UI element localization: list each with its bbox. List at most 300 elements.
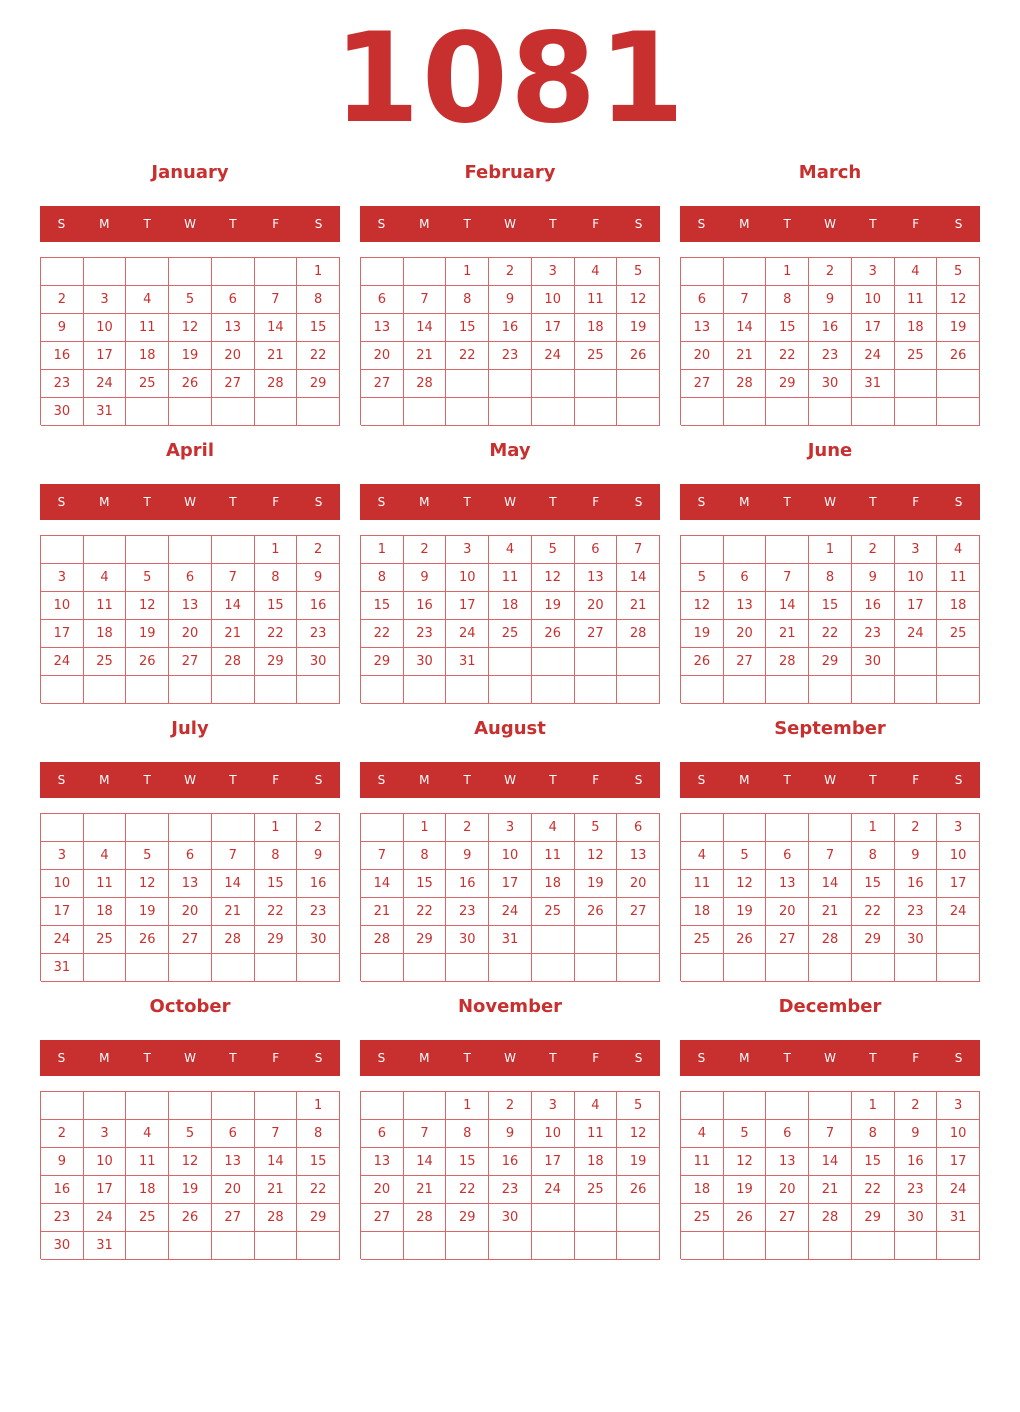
day-cell: 10 <box>84 314 127 342</box>
weekday-label: F <box>272 495 280 509</box>
weekday-label: S <box>954 773 963 787</box>
empty-day-cell <box>852 1232 895 1260</box>
day-cell: 8 <box>404 842 447 870</box>
day-cell: 28 <box>809 1204 852 1232</box>
month-name: October <box>149 996 231 1017</box>
day-cell: 4 <box>681 842 724 870</box>
day-cell: 28 <box>404 370 447 398</box>
day-cell: 14 <box>361 870 404 898</box>
day-cell: 14 <box>212 592 255 620</box>
weekday-label: M <box>419 773 430 787</box>
day-cell: 27 <box>766 1204 809 1232</box>
weekday-label: T <box>143 217 151 231</box>
day-cell: 24 <box>532 342 575 370</box>
day-cell: 23 <box>41 370 84 398</box>
day-cell: 11 <box>126 314 169 342</box>
weekday-label: T <box>869 773 877 787</box>
day-cell: 18 <box>937 592 980 620</box>
day-cell: 7 <box>404 1120 447 1148</box>
day-cell: 18 <box>84 620 127 648</box>
empty-day-cell <box>255 398 298 426</box>
day-grid <box>680 535 980 703</box>
day-cell: 28 <box>255 370 298 398</box>
empty-day-cell <box>724 536 767 564</box>
day-cell: 20 <box>681 342 724 370</box>
day-cell: 21 <box>404 1176 447 1204</box>
day-cell: 21 <box>809 1176 852 1204</box>
day-cell: 28 <box>724 370 767 398</box>
day-cell: 26 <box>126 648 169 676</box>
weekday-label: W <box>824 773 836 787</box>
day-cell: 31 <box>41 954 84 982</box>
day-cell: 9 <box>895 842 938 870</box>
day-cell: 1 <box>361 536 404 564</box>
day-cell: 21 <box>724 342 767 370</box>
empty-day-cell <box>575 398 618 426</box>
weekday-label: T <box>463 1051 471 1065</box>
day-cell: 12 <box>724 1148 767 1176</box>
month-october <box>40 994 340 1260</box>
empty-day-cell <box>446 676 489 704</box>
day-cell: 10 <box>937 842 980 870</box>
empty-day-cell <box>169 814 212 842</box>
weekday-label: S <box>377 217 386 231</box>
day-cell: 23 <box>404 620 447 648</box>
empty-day-cell <box>169 1232 212 1260</box>
day-cell: 2 <box>297 536 340 564</box>
day-cell: 26 <box>617 1176 660 1204</box>
weekday-label: M <box>739 773 750 787</box>
empty-day-cell <box>532 370 575 398</box>
day-grid <box>360 257 660 425</box>
empty-day-cell <box>169 258 212 286</box>
day-cell: 2 <box>41 1120 84 1148</box>
day-cell: 1 <box>852 1092 895 1120</box>
day-cell: 24 <box>84 370 127 398</box>
day-cell: 14 <box>404 1148 447 1176</box>
day-cell: 30 <box>297 926 340 954</box>
day-cell: 16 <box>41 342 84 370</box>
day-cell: 2 <box>489 258 532 286</box>
empty-day-cell <box>575 1204 618 1232</box>
day-cell: 26 <box>169 370 212 398</box>
empty-day-cell <box>489 954 532 982</box>
day-cell: 27 <box>575 620 618 648</box>
empty-day-cell <box>724 398 767 426</box>
weekday-label: S <box>57 773 66 787</box>
weekday-label: M <box>99 217 110 231</box>
day-cell: 16 <box>446 870 489 898</box>
empty-day-cell <box>766 1092 809 1120</box>
day-cell: 26 <box>126 926 169 954</box>
day-cell: 23 <box>489 342 532 370</box>
empty-day-cell <box>895 954 938 982</box>
day-cell: 22 <box>809 620 852 648</box>
day-cell: 19 <box>575 870 618 898</box>
day-cell: 31 <box>489 926 532 954</box>
weekday-label: M <box>99 1051 110 1065</box>
weekday-label: S <box>634 217 643 231</box>
day-cell: 18 <box>489 592 532 620</box>
day-cell: 4 <box>489 536 532 564</box>
day-grid <box>360 535 660 703</box>
weekday-header <box>680 762 980 798</box>
day-cell: 21 <box>404 342 447 370</box>
day-cell: 12 <box>169 1148 212 1176</box>
day-cell: 2 <box>809 258 852 286</box>
day-cell: 12 <box>169 314 212 342</box>
day-cell: 18 <box>126 342 169 370</box>
empty-day-cell <box>937 370 980 398</box>
weekday-label: T <box>783 773 791 787</box>
day-cell: 19 <box>724 1176 767 1204</box>
day-cell: 1 <box>297 1092 340 1120</box>
day-cell: 10 <box>937 1120 980 1148</box>
empty-day-cell <box>575 370 618 398</box>
day-cell: 7 <box>809 1120 852 1148</box>
day-cell: 2 <box>895 814 938 842</box>
day-cell: 26 <box>575 898 618 926</box>
day-cell: 4 <box>575 1092 618 1120</box>
day-cell: 18 <box>895 314 938 342</box>
day-cell: 16 <box>404 592 447 620</box>
empty-day-cell <box>84 258 127 286</box>
day-cell: 10 <box>532 1120 575 1148</box>
day-cell: 23 <box>852 620 895 648</box>
day-cell: 10 <box>446 564 489 592</box>
day-cell: 24 <box>84 1204 127 1232</box>
day-cell: 26 <box>532 620 575 648</box>
empty-day-cell <box>255 954 298 982</box>
day-cell: 29 <box>446 1204 489 1232</box>
day-cell: 13 <box>169 870 212 898</box>
day-cell: 30 <box>489 1204 532 1232</box>
weekday-label: W <box>504 773 516 787</box>
day-cell: 24 <box>852 342 895 370</box>
day-cell: 7 <box>361 842 404 870</box>
day-cell: 30 <box>404 648 447 676</box>
month-name: March <box>798 162 862 183</box>
day-grid <box>40 813 340 981</box>
day-cell: 14 <box>809 1148 852 1176</box>
empty-day-cell <box>617 954 660 982</box>
weekday-label: F <box>272 1051 280 1065</box>
day-cell: 8 <box>297 1120 340 1148</box>
day-cell: 24 <box>895 620 938 648</box>
weekday-label: F <box>592 1051 600 1065</box>
empty-day-cell <box>489 1232 532 1260</box>
weekday-label: F <box>592 217 600 231</box>
day-cell: 31 <box>446 648 489 676</box>
weekday-header <box>40 484 340 520</box>
day-cell: 13 <box>361 1148 404 1176</box>
empty-day-cell <box>766 954 809 982</box>
weekday-label: T <box>143 773 151 787</box>
weekday-label: T <box>549 1051 557 1065</box>
day-cell: 12 <box>126 592 169 620</box>
day-cell: 8 <box>809 564 852 592</box>
empty-day-cell <box>766 398 809 426</box>
day-cell: 28 <box>617 620 660 648</box>
day-cell: 30 <box>41 1232 84 1260</box>
day-cell: 31 <box>937 1204 980 1232</box>
empty-day-cell <box>895 648 938 676</box>
day-cell: 5 <box>617 1092 660 1120</box>
day-cell: 17 <box>895 592 938 620</box>
day-cell: 7 <box>404 286 447 314</box>
day-cell: 9 <box>852 564 895 592</box>
day-cell: 17 <box>41 620 84 648</box>
weekday-label: M <box>99 773 110 787</box>
day-cell: 2 <box>297 814 340 842</box>
empty-day-cell <box>532 1232 575 1260</box>
day-cell: 26 <box>724 1204 767 1232</box>
day-cell: 4 <box>681 1120 724 1148</box>
weekday-label: S <box>314 773 323 787</box>
day-cell: 22 <box>446 1176 489 1204</box>
empty-day-cell <box>361 1092 404 1120</box>
day-cell: 19 <box>937 314 980 342</box>
empty-day-cell <box>852 676 895 704</box>
month-september <box>680 716 980 982</box>
day-cell: 27 <box>766 926 809 954</box>
day-cell: 17 <box>84 1176 127 1204</box>
weekday-label: W <box>184 773 196 787</box>
day-cell: 29 <box>255 926 298 954</box>
empty-day-cell <box>532 1204 575 1232</box>
day-cell: 22 <box>446 342 489 370</box>
day-cell: 27 <box>212 370 255 398</box>
day-cell: 9 <box>895 1120 938 1148</box>
day-cell: 27 <box>681 370 724 398</box>
weekday-label: S <box>634 773 643 787</box>
day-grid <box>360 1091 660 1259</box>
month-name: November <box>457 996 563 1017</box>
day-cell: 19 <box>126 620 169 648</box>
day-cell: 7 <box>809 842 852 870</box>
day-cell: 28 <box>255 1204 298 1232</box>
empty-day-cell <box>169 1092 212 1120</box>
day-cell: 1 <box>446 258 489 286</box>
empty-day-cell <box>126 954 169 982</box>
day-cell: 29 <box>852 926 895 954</box>
day-cell: 13 <box>617 842 660 870</box>
empty-day-cell <box>169 536 212 564</box>
day-cell: 26 <box>169 1204 212 1232</box>
day-cell: 9 <box>489 1120 532 1148</box>
empty-day-cell <box>84 676 127 704</box>
month-name: December <box>778 996 882 1017</box>
month-name: September <box>774 718 886 739</box>
day-cell: 13 <box>766 870 809 898</box>
empty-day-cell <box>895 1232 938 1260</box>
empty-day-cell <box>895 398 938 426</box>
day-cell: 25 <box>575 342 618 370</box>
weekday-label: S <box>697 217 706 231</box>
day-cell: 21 <box>212 898 255 926</box>
weekday-label: T <box>463 495 471 509</box>
weekday-label: T <box>549 217 557 231</box>
weekday-label: T <box>143 495 151 509</box>
weekday-label: T <box>229 495 237 509</box>
day-cell: 25 <box>532 898 575 926</box>
day-cell: 1 <box>404 814 447 842</box>
day-cell: 28 <box>212 926 255 954</box>
empty-day-cell <box>681 814 724 842</box>
day-cell: 14 <box>212 870 255 898</box>
empty-day-cell <box>681 1092 724 1120</box>
day-cell: 20 <box>766 1176 809 1204</box>
day-cell: 4 <box>937 536 980 564</box>
empty-day-cell <box>617 1204 660 1232</box>
weekday-label: F <box>912 1051 920 1065</box>
empty-day-cell <box>297 1232 340 1260</box>
day-cell: 8 <box>766 286 809 314</box>
empty-day-cell <box>809 398 852 426</box>
day-cell: 14 <box>404 314 447 342</box>
empty-day-cell <box>212 814 255 842</box>
day-cell: 22 <box>404 898 447 926</box>
empty-day-cell <box>532 926 575 954</box>
day-cell: 10 <box>895 564 938 592</box>
empty-day-cell <box>446 370 489 398</box>
day-cell: 5 <box>126 842 169 870</box>
empty-day-cell <box>937 954 980 982</box>
weekday-header <box>680 1040 980 1076</box>
empty-day-cell <box>681 536 724 564</box>
day-cell: 3 <box>41 564 84 592</box>
empty-day-cell <box>84 1092 127 1120</box>
day-cell: 12 <box>937 286 980 314</box>
empty-day-cell <box>361 1232 404 1260</box>
day-cell: 24 <box>41 926 84 954</box>
weekday-label: T <box>143 1051 151 1065</box>
day-cell: 30 <box>297 648 340 676</box>
weekday-label: F <box>912 495 920 509</box>
day-cell: 8 <box>446 286 489 314</box>
day-cell: 12 <box>532 564 575 592</box>
weekday-header <box>40 1040 340 1076</box>
day-cell: 23 <box>895 1176 938 1204</box>
weekday-label: S <box>697 1051 706 1065</box>
day-cell: 19 <box>126 898 169 926</box>
day-cell: 3 <box>532 258 575 286</box>
day-cell: 1 <box>255 814 298 842</box>
weekday-label: W <box>184 1051 196 1065</box>
empty-day-cell <box>532 398 575 426</box>
month-july <box>40 716 340 982</box>
day-cell: 6 <box>169 842 212 870</box>
day-cell: 17 <box>937 1148 980 1176</box>
day-cell: 22 <box>852 1176 895 1204</box>
day-cell: 18 <box>84 898 127 926</box>
empty-day-cell <box>766 814 809 842</box>
day-cell: 11 <box>681 1148 724 1176</box>
day-cell: 1 <box>446 1092 489 1120</box>
day-cell: 4 <box>532 814 575 842</box>
empty-day-cell <box>532 648 575 676</box>
day-cell: 7 <box>212 564 255 592</box>
day-cell: 19 <box>724 898 767 926</box>
day-cell: 5 <box>937 258 980 286</box>
day-cell: 12 <box>724 870 767 898</box>
month-january <box>40 160 340 426</box>
weekday-label: F <box>592 495 600 509</box>
day-cell: 20 <box>361 342 404 370</box>
day-cell: 25 <box>895 342 938 370</box>
empty-day-cell <box>297 676 340 704</box>
weekday-label: F <box>912 773 920 787</box>
empty-day-cell <box>255 1092 298 1120</box>
day-cell: 19 <box>532 592 575 620</box>
day-cell: 8 <box>297 286 340 314</box>
day-cell: 25 <box>937 620 980 648</box>
day-cell: 9 <box>404 564 447 592</box>
day-cell: 19 <box>169 1176 212 1204</box>
day-cell: 28 <box>809 926 852 954</box>
month-march <box>680 160 980 426</box>
weekday-label: S <box>57 1051 66 1065</box>
day-cell: 30 <box>446 926 489 954</box>
weekday-label: T <box>869 1051 877 1065</box>
empty-day-cell <box>724 676 767 704</box>
day-cell: 1 <box>255 536 298 564</box>
day-cell: 19 <box>617 1148 660 1176</box>
weekday-header <box>360 206 660 242</box>
day-cell: 5 <box>724 1120 767 1148</box>
day-cell: 29 <box>297 370 340 398</box>
day-cell: 9 <box>809 286 852 314</box>
weekday-label: T <box>463 773 471 787</box>
weekday-label: F <box>272 217 280 231</box>
empty-day-cell <box>404 258 447 286</box>
day-cell: 14 <box>809 870 852 898</box>
day-cell: 15 <box>446 1148 489 1176</box>
day-cell: 6 <box>681 286 724 314</box>
day-cell: 21 <box>617 592 660 620</box>
day-cell: 27 <box>724 648 767 676</box>
day-cell: 6 <box>617 814 660 842</box>
empty-day-cell <box>617 370 660 398</box>
weekday-label: S <box>314 495 323 509</box>
empty-day-cell <box>766 1232 809 1260</box>
day-cell: 13 <box>361 314 404 342</box>
day-grid <box>40 257 340 425</box>
day-cell: 22 <box>297 1176 340 1204</box>
day-cell: 20 <box>766 898 809 926</box>
weekday-label: S <box>377 495 386 509</box>
weekday-label: M <box>739 1051 750 1065</box>
weekday-label: T <box>869 495 877 509</box>
day-cell: 20 <box>724 620 767 648</box>
day-cell: 13 <box>212 314 255 342</box>
day-cell: 11 <box>532 842 575 870</box>
empty-day-cell <box>169 676 212 704</box>
day-cell: 30 <box>895 926 938 954</box>
day-cell: 3 <box>895 536 938 564</box>
empty-day-cell <box>681 1232 724 1260</box>
day-cell: 27 <box>361 370 404 398</box>
day-cell: 11 <box>575 286 618 314</box>
day-cell: 4 <box>84 842 127 870</box>
weekday-label: S <box>954 495 963 509</box>
weekday-header <box>40 206 340 242</box>
day-cell: 5 <box>681 564 724 592</box>
weekday-label: S <box>954 1051 963 1065</box>
day-cell: 4 <box>895 258 938 286</box>
day-cell: 8 <box>361 564 404 592</box>
weekday-label: S <box>314 217 323 231</box>
